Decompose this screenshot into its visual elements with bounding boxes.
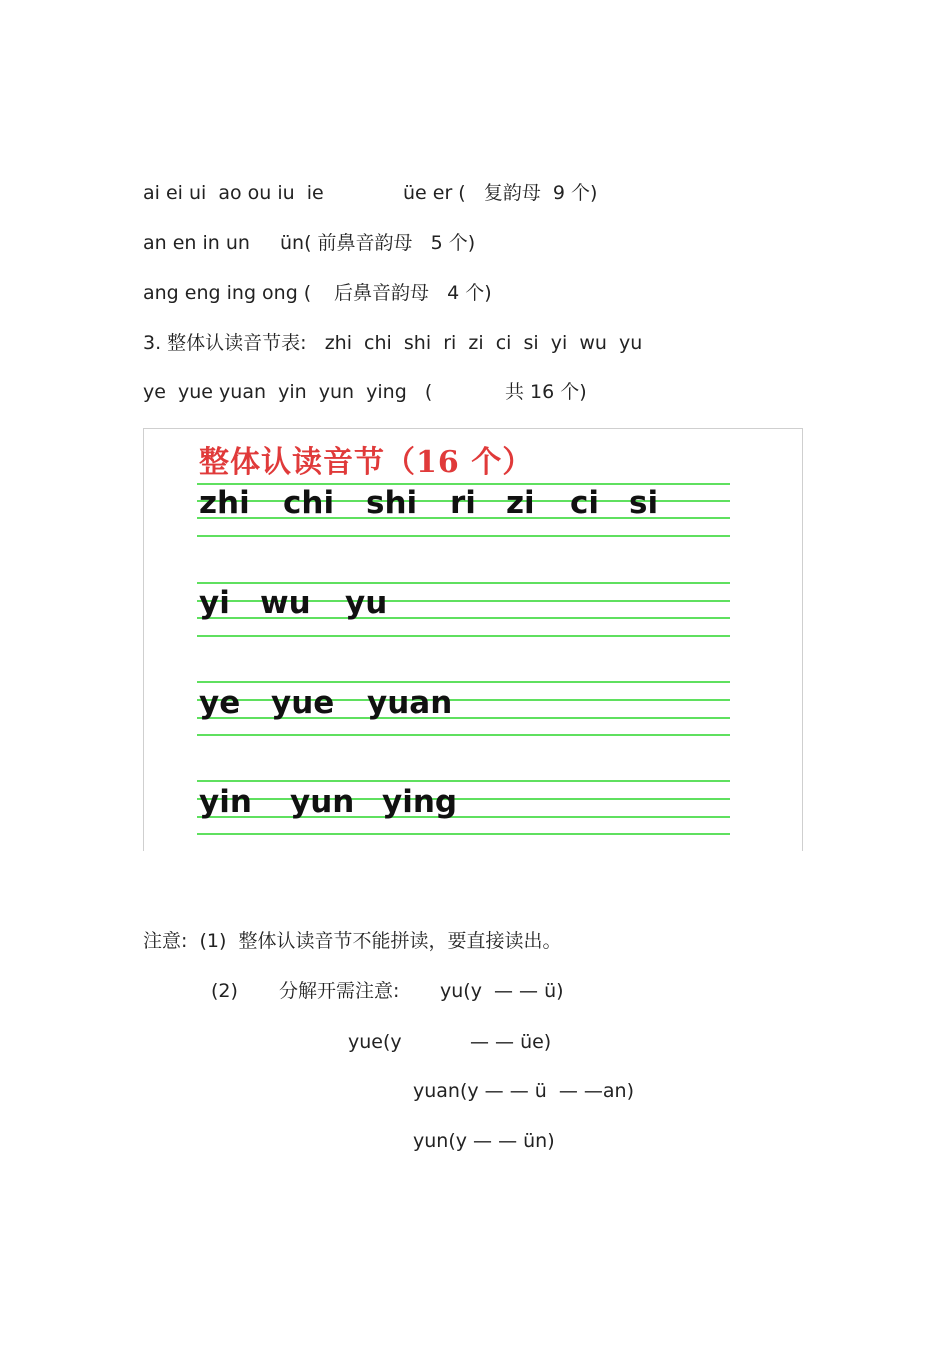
syllable: yuan bbox=[367, 685, 453, 721]
note-line-2-yu: yu(y — — ü) bbox=[440, 980, 564, 1002]
text-line-5a: ye yue yuan yin yun ying ( bbox=[143, 381, 433, 403]
chart-title: 整体认读音节（16 个） bbox=[199, 445, 534, 480]
guide-line bbox=[197, 535, 730, 537]
syllable-chart-image bbox=[143, 428, 803, 851]
text-line-3b: 后鼻音韵母 4 个) bbox=[334, 282, 492, 304]
syllable: chi bbox=[283, 485, 335, 521]
guide-line bbox=[197, 582, 730, 584]
guide-line bbox=[197, 780, 730, 782]
syllable: zhi bbox=[199, 485, 250, 521]
note-line-5: yun(y — — ün) bbox=[413, 1130, 555, 1152]
syllable: ying bbox=[382, 784, 458, 820]
syllable: yun bbox=[290, 784, 355, 820]
syllable: shi bbox=[366, 485, 418, 521]
note-line-2-label: 分解开需注意: bbox=[279, 980, 400, 1002]
syllable: yi bbox=[199, 585, 230, 621]
guide-line bbox=[197, 635, 730, 637]
text-line-3a: ang eng ing ong ( bbox=[143, 282, 312, 304]
guide-line bbox=[197, 816, 730, 818]
text-line-2b: ün( 前鼻音韵母 5 个) bbox=[280, 232, 476, 254]
syllable: ye bbox=[199, 685, 241, 721]
guide-line bbox=[197, 798, 730, 800]
note-line-1: 注意: (1) 整体认读音节不能拼读，要直接读出。 bbox=[143, 930, 562, 952]
guide-line bbox=[197, 833, 730, 835]
note-line-3-a: yue(y bbox=[348, 1031, 402, 1053]
note-line-4: yuan(y — — ü — —an) bbox=[413, 1080, 635, 1102]
guide-line bbox=[197, 734, 730, 736]
syllable: ci bbox=[570, 485, 600, 521]
text-line-1b: üe er ( 复韵母 9 个) bbox=[403, 182, 598, 204]
syllable: si bbox=[629, 485, 659, 521]
syllable: zi bbox=[506, 485, 535, 521]
syllable: ri bbox=[450, 485, 476, 521]
syllable: wu bbox=[260, 585, 311, 621]
guide-line bbox=[197, 681, 730, 683]
text-line-2a: an en in un bbox=[143, 232, 250, 254]
syllable: yu bbox=[345, 585, 388, 621]
note-line-3-b: — — üe) bbox=[470, 1031, 552, 1053]
note-line-2-number: (2) bbox=[211, 980, 238, 1002]
text-line-5b: 共 16 个) bbox=[505, 381, 587, 403]
syllable: yue bbox=[271, 685, 335, 721]
text-line-1a: ai ei ui ao ou iu ie bbox=[143, 182, 324, 204]
syllable: yin bbox=[199, 784, 252, 820]
text-line-4: 3. 整体认读音节表: zhi chi shi ri zi ci si yi wu yu bbox=[143, 332, 643, 354]
